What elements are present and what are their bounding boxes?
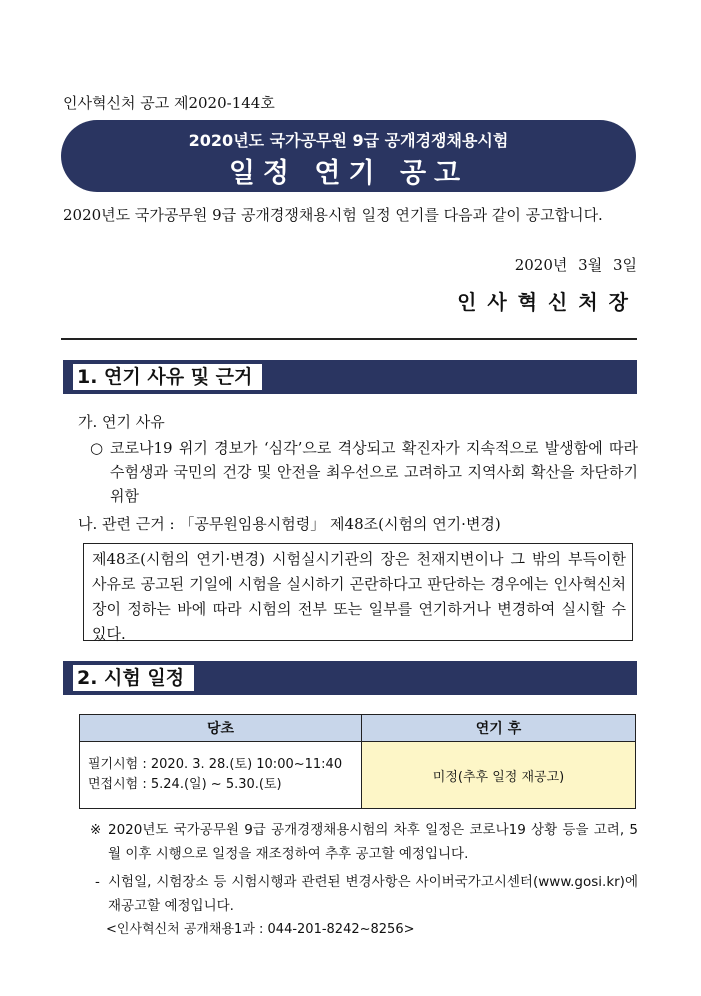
law-excerpt-text: 제48조(시험의 연기·변경) 시험실시기관의 장은 천재지변이나 그 밖의 부득이한 사유로 공고된 기일에 시험을 실시하기 곤란하다고 판단하는 경우에는 인사혁신처장이 정하는 바에 따라 시험의 전부 또는 일부를 연기하거나 변경하여 실시할 수 있다. <box>92 550 626 643</box>
column-header-postponed: 연기 후 <box>362 715 636 742</box>
reference-mark-icon: ※ <box>90 822 102 838</box>
law-excerpt-box <box>83 543 633 641</box>
signature: 인사혁신처장 <box>457 290 639 314</box>
banner-title: 일정 연기 공고 <box>228 158 469 189</box>
dash-bullet-icon: - <box>95 874 100 890</box>
section-header-2 <box>63 661 637 695</box>
original-schedule-cell <box>80 742 362 809</box>
banner-subtitle: 2020년도 국가공무원 9급 공개경쟁채용시험 <box>188 131 509 150</box>
section-title-2: 2. 시험 일정 <box>73 665 194 691</box>
column-header-original: 당초 <box>80 715 362 742</box>
schedule-table <box>79 714 636 809</box>
title-banner <box>61 120 636 192</box>
notice-number: 인사혁신처 공고 제2020-144호 <box>63 94 275 112</box>
section-header-1 <box>63 360 637 394</box>
postponed-schedule-cell: 미정(추후 일정 재공고) <box>362 742 636 809</box>
reason-text: 코로나19 위기 경보가 ‘심각’으로 격상되고 확진자가 지속적으로 발생함에 따라 수험생과 국민의 건강 및 안전을 최우선으로 고려하고 지역사회 확산을 차단하기 위함 <box>110 439 638 505</box>
circle-bullet-icon: ○ <box>90 439 104 457</box>
intro-paragraph: 2020년도 국가공무원 9급 공개경쟁채용시험 일정 연기를 다음과 같이 공고합니다. <box>63 206 603 224</box>
divider <box>61 338 637 340</box>
note-changes-text: 시험일, 시험장소 등 시험시행과 관련된 변경사항은 사이버국가고시센터(www.gosi.kr)에 재공고할 예정입니다. <box>108 874 638 914</box>
contact-info: <인사혁신처 공개채용1과 : 044-201-8242~8256> <box>106 922 415 937</box>
interview-date: 면접시험 : 5.24.(일) ~ 5.30.(토) <box>88 777 282 792</box>
note-schedule-text: 2020년도 국가공무원 9급 공개경쟁채용시험의 차후 일정은 코로나19 상황 등을 고려, 5월 이후 시행으로 일정을 재조정하여 추후 공고할 예정입니다. <box>108 822 638 862</box>
table-row <box>80 742 636 809</box>
section-title-1: 1. 연기 사유 및 근거 <box>73 364 262 390</box>
item-b-label: 나. 관련 근거 : 「공무원임용시험령」 제48조(시험의 연기·변경) <box>78 515 501 533</box>
notice-date: 2020년 3월 3일 <box>514 256 637 274</box>
item-a-label: 가. 연기 사유 <box>78 413 165 431</box>
written-exam-date: 필기시험 : 2020. 3. 28.(토) 10:00~11:40 <box>88 757 343 772</box>
